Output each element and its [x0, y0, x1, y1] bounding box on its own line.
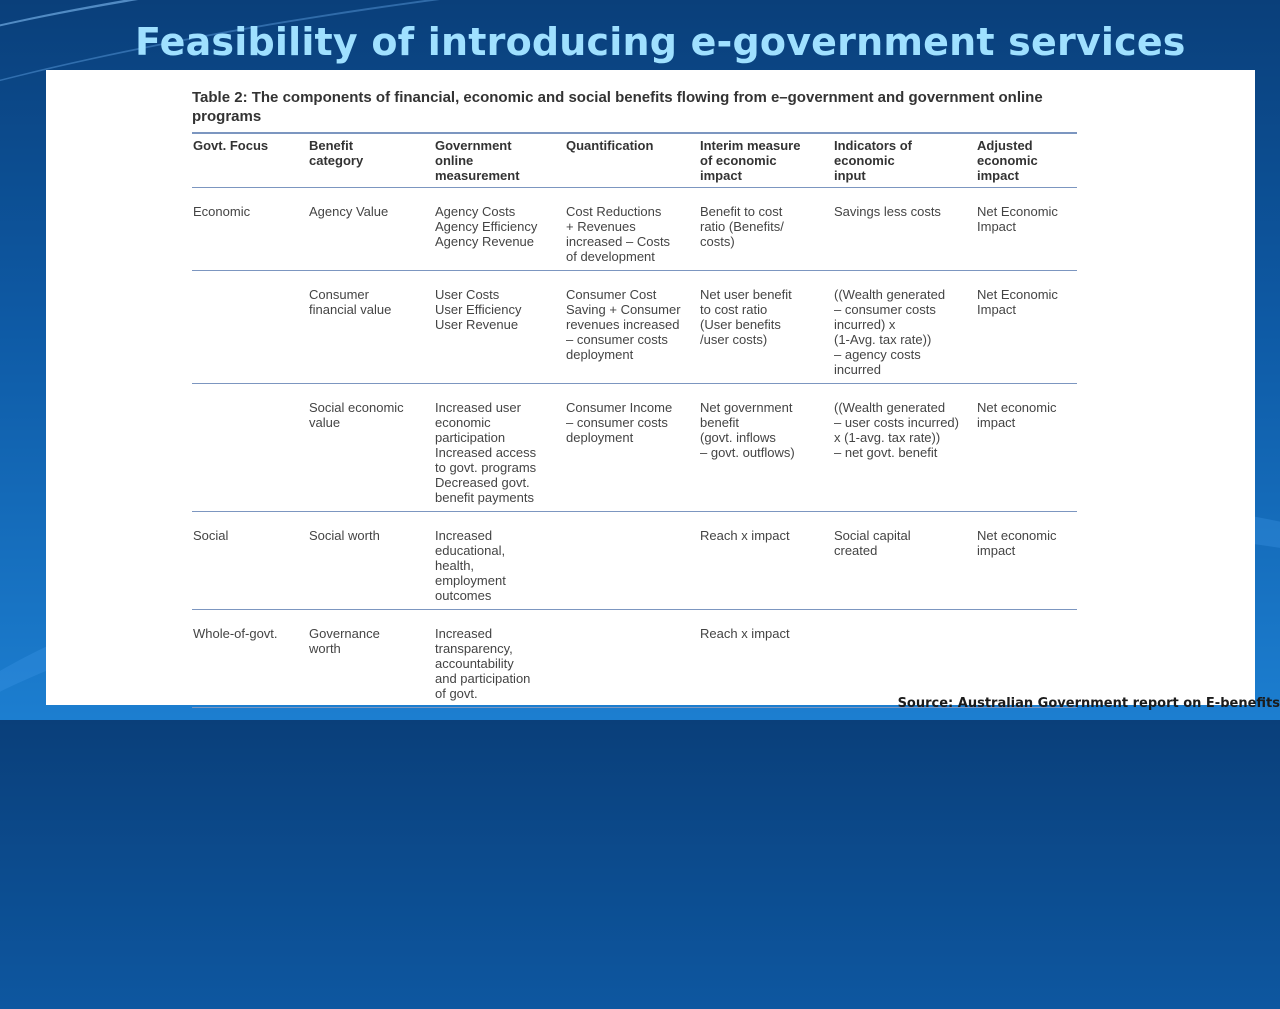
table-cell: Net economic impact	[977, 400, 1057, 430]
column-header: Quantification	[566, 138, 654, 153]
table-row	[192, 271, 1077, 384]
column-header: Interim measure of economic impact	[700, 138, 801, 183]
column-header: Adjusted economic impact	[977, 138, 1038, 183]
table-cell: Consumer financial value	[309, 287, 392, 317]
table-row	[192, 188, 1077, 271]
table-cell: Cost Reductions + Revenues increased – Costs of development	[566, 204, 671, 264]
table-cell: ((Wealth generated – consumer costs incurred) x (1-Avg. tax rate)) – agency costs incurred	[834, 287, 946, 377]
table-row	[192, 610, 1077, 708]
table-cell: Social capital created	[834, 528, 911, 558]
source-citation: Source: Australian Government report on E-benefits	[897, 696, 1280, 711]
table-row	[192, 384, 1077, 512]
column-header: Government online measurement	[435, 138, 520, 183]
table-cell: Increased educational, health, employment outcomes	[435, 528, 506, 603]
table-cell: Net economic impact	[977, 528, 1057, 558]
table-cell: Social worth	[309, 528, 380, 543]
column-header: Govt. Focus	[193, 138, 269, 153]
table-cell: Net government benefit (govt. inflows – govt. outflows)	[700, 400, 795, 460]
table-cell: Consumer Income – consumer costs deployment	[566, 400, 673, 445]
table-cell	[565, 610, 699, 708]
table-cell: Agency Value	[309, 204, 389, 219]
table-image-panel	[46, 70, 1255, 705]
column-header: Indicators of economic input	[834, 138, 913, 183]
table-cell: Reach x impact	[700, 626, 790, 641]
table-cell	[192, 271, 308, 384]
benefits-table	[192, 134, 1077, 708]
table-cell	[976, 610, 1077, 708]
table-cell: Net Economic Impact	[977, 204, 1058, 234]
table-cell: Governance worth	[309, 626, 380, 656]
table-cell: ((Wealth generated – user costs incurred) x (1-avg. tax rate)) – net govt. benefit	[834, 400, 959, 460]
table-cell: Increased transparency, accountability and participation of govt.	[435, 626, 531, 701]
table-caption: Table 2: The components of financial, economic and social benefits flowing from e–government and government online programs	[192, 89, 1043, 125]
table-cell: Social economic value	[309, 400, 404, 430]
slide-title: Feasibility of introducing e-government services	[135, 20, 1186, 64]
table-cell: Net Economic Impact	[977, 287, 1058, 317]
table-cell: Whole-of-govt.	[193, 626, 278, 641]
table-header-row	[192, 134, 1077, 188]
table-cell: Savings less costs	[834, 204, 941, 219]
table-row	[192, 512, 1077, 610]
table-cell: Social	[193, 528, 229, 543]
table-cell: Benefit to cost ratio (Benefits/ costs)	[700, 204, 784, 249]
table-cell	[565, 512, 699, 610]
table-cell: Increased user economic participation Increased access to govt. programs Decreased govt. benefit payments	[435, 400, 537, 505]
table-cell: Reach x impact	[700, 528, 790, 543]
table-cell: Consumer Cost Saving + Consumer revenues increased – consumer costs deployment	[566, 287, 681, 362]
table-cell: Agency Costs Agency Efficiency Agency Revenue	[435, 204, 538, 249]
table-cell: User Costs User Efficiency User Revenue	[435, 287, 522, 332]
table-cell: Economic	[193, 204, 251, 219]
table-cell	[833, 610, 976, 708]
column-header: Benefit category	[309, 138, 364, 168]
table-cell	[192, 384, 308, 512]
table-cell: Net user benefit to cost ratio (User benefits /user costs)	[700, 287, 792, 347]
